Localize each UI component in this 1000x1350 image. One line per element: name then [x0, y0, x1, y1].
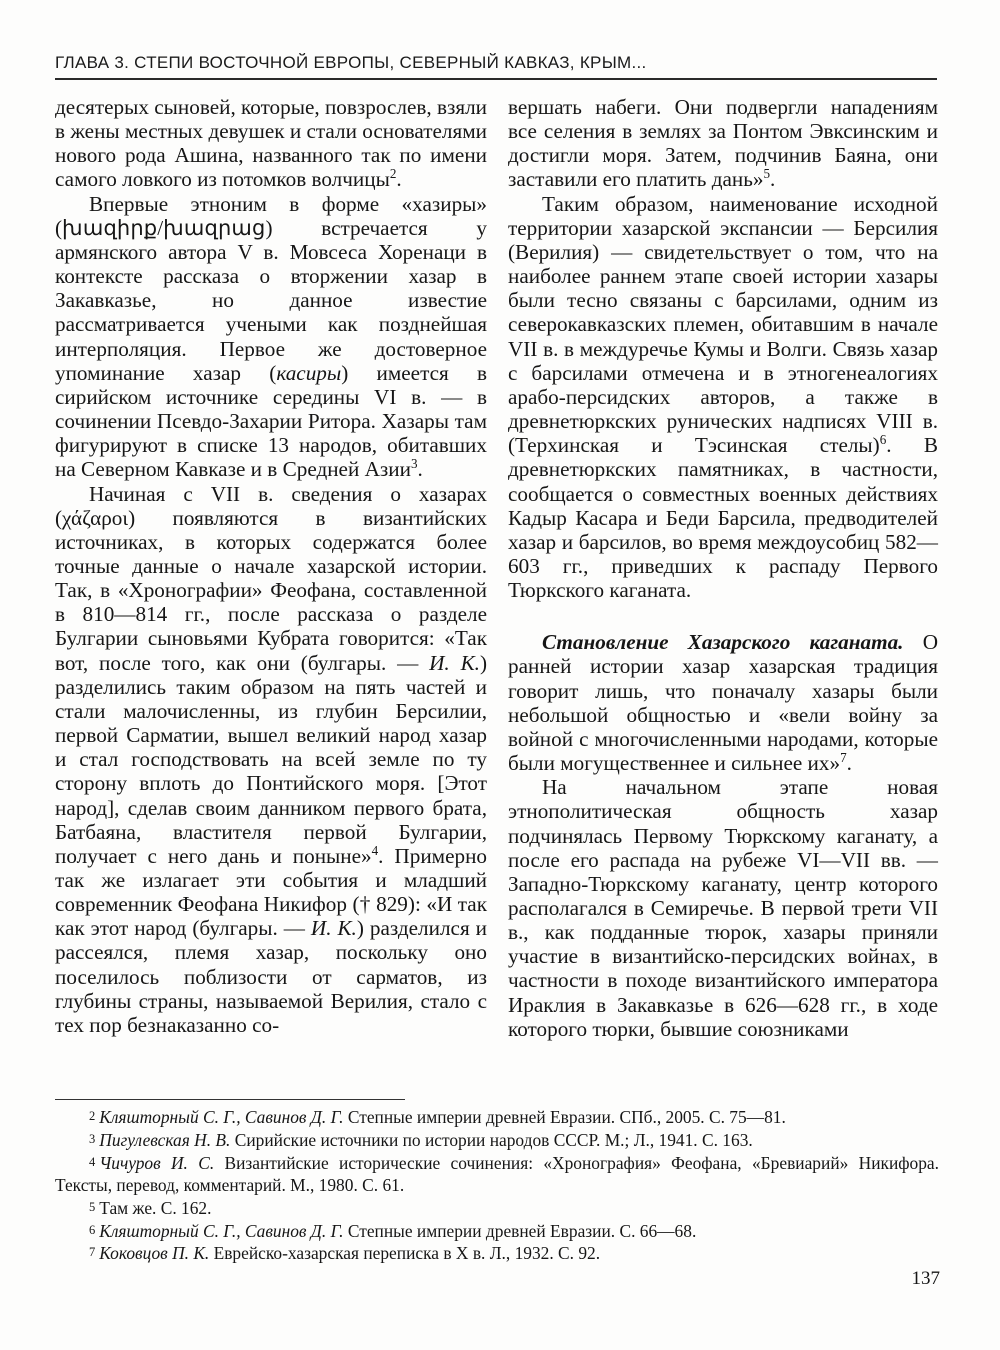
- footnote: [55, 1197, 939, 1220]
- footnote-rule: [55, 1099, 405, 1100]
- paragraph: [508, 775, 938, 1041]
- paragraph-text: .: [770, 167, 776, 192]
- footnote-author: Чичуров И. С.: [99, 1152, 215, 1173]
- paragraph-text: .: [417, 457, 423, 482]
- footnote-text: Степные империи древней Евразии. С. 66—68.: [343, 1220, 697, 1241]
- footnotes: [55, 1106, 939, 1265]
- footnote-ref: 3: [410, 456, 418, 472]
- paragraph-text: . Примерно так же излагает эти события и младший современник Феофана Никифор († 829): «И так как этот народ (булгары. —: [55, 843, 487, 941]
- footnote-number: 5: [89, 1199, 96, 1214]
- footnote-number: 4: [89, 1154, 96, 1169]
- footnote-ref: 2: [389, 166, 397, 182]
- running-header: ГЛАВА 3. СТЕПИ ВОСТОЧНОЙ ЕВРОПЫ, СЕВЕРНЫЙ КАВКАЗ, КРЫМ...: [55, 53, 647, 72]
- paragraph: [508, 192, 938, 603]
- paragraph-text: Впервые этноним в форме «хазиры» (խազիրք/խազրաց) встречается у армянского автора V в. Мовсеса Хоренаци в контексте рассказа о вторжении хазар в Закавказье, но данное известие рассматривается учеными как позднейшая интерполяция. Первое же достоверное упоминание хазар (: [55, 191, 487, 385]
- italic-initials: И. К.: [310, 916, 357, 941]
- left-column: [55, 95, 487, 1037]
- paragraph-text: Начиная с VII в. сведения о хазарах (χάζαροι) появляются в византийских источниках, в которых содержатся более точные данные о начале хазарской истории. Так, в «Хронографии» Феофана, составленной в 810—814 гг., после рассказа о разделе Булгарии сыновьями Кубрата говорится: «Так вот, после того, как они (булгары. —: [55, 481, 487, 675]
- footnote: [55, 1152, 939, 1197]
- footnote: [55, 1106, 939, 1129]
- footnote-text: Еврейско-хазарская переписка в X в. Л., 1932. С. 92.: [209, 1243, 601, 1264]
- footnote-text: Там же. С. 162.: [99, 1197, 212, 1218]
- paragraph-text: О ранней истории хазар хазарская традиция говорит лишь, что поначалу хазары были небольшой общностью и «вели войну за войной с многочисленными народами, которые были могущественнее и сильнее их»: [508, 630, 938, 776]
- footnote: [55, 1129, 939, 1152]
- footnote-number: 6: [89, 1222, 96, 1237]
- footnote: [55, 1220, 939, 1243]
- paragraph: [508, 95, 938, 192]
- paragraph-text: вершать набеги. Они подвергли нападениям все селения в землях за Понтом Эвксинским и достигли моря. Затем, подчинив Баяна, они заставили его платить дань»: [508, 95, 938, 192]
- footnote-ref: 5: [763, 166, 771, 182]
- paragraph-text: Таким образом, наименование исходной территории хазарской экспансии — Берсилия (Верилия) — свидетельствует о том, что на наиболее раннем этапе своей истории хазары были тесно связаны с барсилами, одним из северокавказских племен, обитавшим в начале VII в. в междуречье Кумы и Волги. Связь хазар с барсилами отмечена и в этногенеалогиях арабо-персидских авторов, а также в древнетюркских рунических надписях VIII в. (Терхинская и Тэсинская стелы): [508, 191, 938, 458]
- paragraph-text: . В древнетюркских памятниках, в частности, сообщается о совместных военных действиях Кадыр Касара и Беди Барсила, предводителей хазар и барсилов, во время междоусобиц 582—603 гг., приведших к распаду Первого Тюркского каганата.: [508, 433, 938, 603]
- footnote-author: Коковцов П. К.: [99, 1243, 210, 1264]
- footnote-number: 3: [89, 1131, 96, 1146]
- footnote-text: Степные империи древней Евразии. СПб., 2005. С. 75—81.: [343, 1107, 786, 1127]
- paragraph: [55, 192, 487, 482]
- footnote-text: Византийские исторические сочинения: «Хронография» Феофана, «Бревиарий» Никифора. Тексты, перевод, комментарий. М., 1980. С. 61.: [55, 1152, 939, 1195]
- paragraph-text: ) разделился и рассеялся, племя хазар, поскольку оно поселилось поблизости от сарматов, из глубины страны, называемой Верилия, стало с тех пор безнаказанно со-: [55, 916, 487, 1037]
- footnote-ref: 4: [371, 842, 379, 858]
- italic-initials: И. К.: [429, 650, 480, 675]
- footnote-author: Пигулевская Н. В.: [99, 1129, 231, 1150]
- paragraph: [55, 95, 487, 192]
- paragraph-text: ) имеется в сирийском источнике середины VI в. — в сочинении Псевдо-Захарии Ритора. Хазары там фигурируют в списке 13 народов, обитавших на Северном Кавказе и в Средней Азии: [55, 360, 487, 482]
- paragraph-text: .: [846, 751, 852, 776]
- paragraph-text: .: [396, 167, 402, 192]
- page-number: 137: [911, 1268, 940, 1289]
- footnote-ref: 6: [879, 432, 887, 448]
- paragraph-text: ) разделились таким образом на пять частей и стали малочисленны, из глубин Берсилии, первой Сарматии, вышел великий народ хазар и стал господствовать на всей земле по ту сторону вплоть до Понтийского моря. [Этот народ], сделав своим данником первого брата, Батбаяна, властителя первой Булгарии, получает с него дань и поныне»: [55, 650, 487, 868]
- section-title: Становление Хазарского каганата.: [542, 630, 904, 655]
- footnote-number: 7: [89, 1245, 96, 1260]
- paragraph-text: На начальном этапе новая этнополитическая общность хазар подчинялась Первому Тюркскому каганату, а после его распада на рубеже VI—VII вв. — Западно-Тюркскому каганату, центр которого располагался в Семиречье. В первой трети VII в., как подданные тюрок, хазары приняли участие в византийско-персидских войнах, в частности в походе византийского императора Ираклия в Закавказье в 626—628 гг., в ходе которого тюрки, бывшие союзниками: [508, 775, 938, 1041]
- paragraph: [55, 482, 487, 1038]
- footnote-author: Кляшторный С. Г., Савинов Д. Г.: [99, 1220, 344, 1241]
- right-column: [508, 95, 938, 1041]
- footnote-ref: 7: [840, 750, 847, 765]
- italic-term: касиры: [276, 360, 342, 385]
- header-rule: [55, 78, 937, 80]
- paragraph-text: десятерых сыновей, которые, повзрослев, взяли в жены местных девушек и стали основателями нового рода Ашина, названного так по имени самого ловкого из потомков волчицы: [55, 95, 487, 192]
- footnote-number: 2: [89, 1109, 96, 1123]
- footnote-author: Кляшторный С. Г., Савинов Д. Г.: [99, 1107, 344, 1127]
- footnote-text: Сирийские источники по истории народов СССР. М.; Л., 1941. С. 163.: [230, 1129, 753, 1150]
- section-paragraph: [508, 630, 938, 775]
- footnote: [55, 1242, 939, 1265]
